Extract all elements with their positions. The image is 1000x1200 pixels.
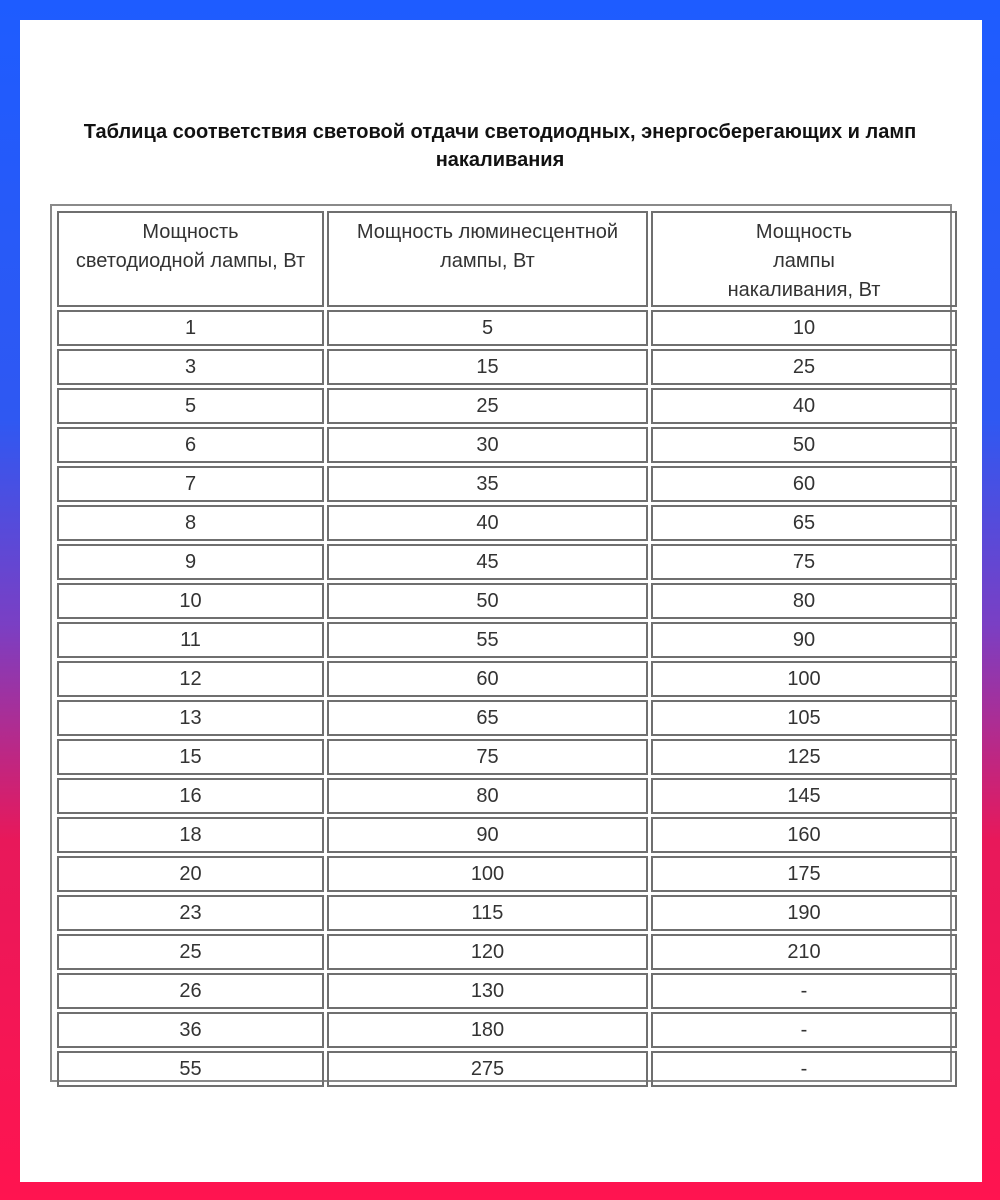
table-row [57,388,957,424]
cell-fluorescent: 15 [327,349,648,385]
table-row [57,1012,957,1048]
cell-fluorescent: 65 [327,700,648,736]
table-row [57,778,957,814]
header-fluorescent-line-2: лампы, Вт [440,250,535,272]
cell-led: 10 [57,583,324,619]
table-frame [50,204,952,1082]
table-title [60,118,940,174]
header-incandescent-line-1: Мощность [755,221,853,243]
cell-led: 25 [57,934,324,970]
table-row [57,466,957,502]
table-row [57,973,957,1009]
table-row [57,583,957,619]
cell-fluorescent: 25 [327,388,648,424]
cell-led: 6 [57,427,324,463]
cell-incandescent: - [651,1051,957,1087]
cell-led: 36 [57,1012,324,1048]
cell-fluorescent: 40 [327,505,648,541]
cell-led: 18 [57,817,324,853]
header-fluorescent-line-1: Мощность люминесцентной [356,221,619,243]
header-led-power [57,211,324,307]
cell-incandescent: 10 [651,310,957,346]
cell-fluorescent: 55 [327,622,648,658]
cell-fluorescent: 75 [327,739,648,775]
header-led-line-2: светодиодной лампы, Вт [75,250,306,272]
table-row [57,856,957,892]
cell-incandescent: 40 [651,388,957,424]
cell-incandescent: 65 [651,505,957,541]
cell-incandescent: - [651,1012,957,1048]
table-row [57,661,957,697]
cell-fluorescent: 275 [327,1051,648,1087]
cell-led: 9 [57,544,324,580]
header-incandescent-line-2: лампы [773,250,835,272]
cell-fluorescent: 100 [327,856,648,892]
cell-fluorescent: 115 [327,895,648,931]
cell-fluorescent: 50 [327,583,648,619]
table-title-line-2: накаливания [435,149,565,171]
header-led-line-1: Мощность [142,221,239,243]
cell-led: 8 [57,505,324,541]
cell-fluorescent: 60 [327,661,648,697]
table-row [57,505,957,541]
cell-incandescent: 190 [651,895,957,931]
cell-fluorescent: 130 [327,973,648,1009]
cell-incandescent: 160 [651,817,957,853]
cell-fluorescent: 5 [327,310,648,346]
cell-incandescent: 125 [651,739,957,775]
cell-incandescent: 105 [651,700,957,736]
cell-led: 13 [57,700,324,736]
cell-fluorescent: 35 [327,466,648,502]
cell-fluorescent: 45 [327,544,648,580]
cell-led: 7 [57,466,324,502]
cell-incandescent: 25 [651,349,957,385]
table-row [57,1051,957,1087]
cell-led: 55 [57,1051,324,1087]
cell-incandescent: - [651,973,957,1009]
header-incandescent-line-3: накаливания, Вт [727,279,881,301]
cell-incandescent: 50 [651,427,957,463]
cell-led: 5 [57,388,324,424]
table-row [57,934,957,970]
table-row [57,427,957,463]
cell-fluorescent: 120 [327,934,648,970]
cell-fluorescent: 30 [327,427,648,463]
cell-fluorescent: 180 [327,1012,648,1048]
cell-led: 11 [57,622,324,658]
cell-incandescent: 80 [651,583,957,619]
table-row [57,544,957,580]
cell-led: 20 [57,856,324,892]
header-incandescent-power [651,211,957,307]
cell-led: 3 [57,349,324,385]
table-title-line-1: Таблица соответствия световой отдачи светодиодных, энергосберегающих и ламп [83,121,917,143]
cell-incandescent: 210 [651,934,957,970]
table-row [57,817,957,853]
cell-incandescent: 90 [651,622,957,658]
cell-fluorescent: 90 [327,817,648,853]
table-row [57,895,957,931]
lamp-power-table [54,208,960,1090]
cell-incandescent: 175 [651,856,957,892]
cell-incandescent: 100 [651,661,957,697]
cell-led: 15 [57,739,324,775]
table-row [57,310,957,346]
cell-incandescent: 75 [651,544,957,580]
cell-incandescent: 60 [651,466,957,502]
header-fluorescent-power [327,211,648,307]
table-row [57,739,957,775]
table-header-row [57,211,957,307]
cell-led: 26 [57,973,324,1009]
table-row [57,622,957,658]
cell-fluorescent: 80 [327,778,648,814]
document-card [20,20,982,1182]
cell-incandescent: 145 [651,778,957,814]
cell-led: 23 [57,895,324,931]
cell-led: 16 [57,778,324,814]
table-row [57,700,957,736]
cell-led: 12 [57,661,324,697]
table-row [57,349,957,385]
cell-led: 1 [57,310,324,346]
